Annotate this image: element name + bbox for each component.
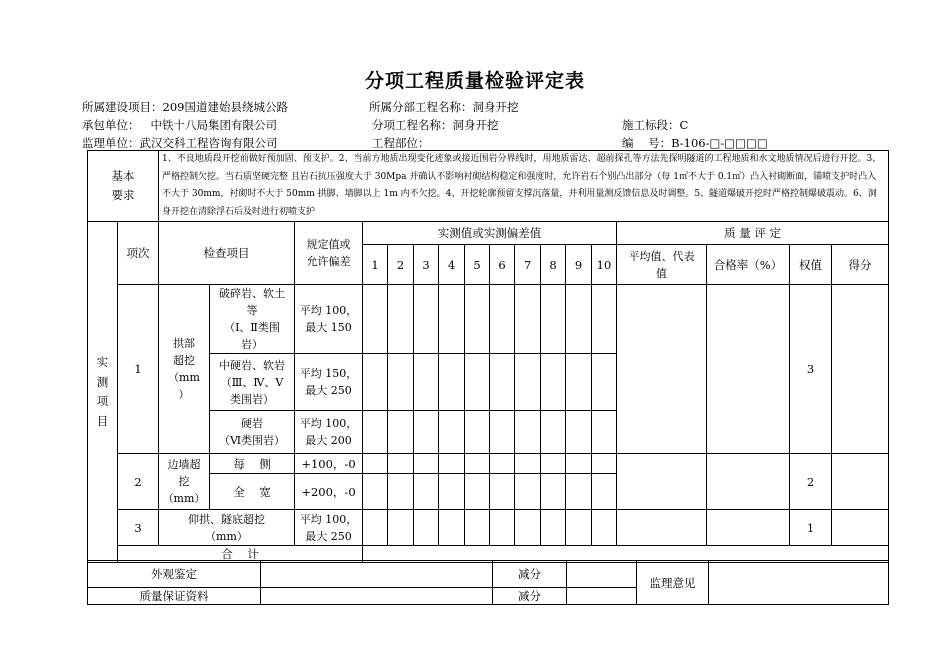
appearance-value-cell[interactable] xyxy=(261,561,493,588)
row1b-subitem: 中硬岩、软岩 （Ⅲ、Ⅳ、Ⅴ 类围岩） xyxy=(210,354,295,411)
basic-requirements-text: 1、不良地质段开挖前做好预加固、预支护。2、当前方地质出现变化迹象或接近围岩分界线时，用地质雷达、超前探孔等方法先探明隧道的工程地质和水文地质情况后进行开挖。3、严格控制欠挖。当石质坚硬完整 且岩石抗压强度大于 30Mpa 并确认不影响衬砌结构稳定和强度时，允许岩石个别凸出部分（每 1㎡不大于 0.1㎡）凸入衬砌断面，锚喷支护时凸入不大于 30mm，衬砌时不大于 50mm 拱脚、墙脚以上 1m 内不欠挖。4、开挖轮廓预留支撑沉落量，并利用量测反馈信息及时调整。5、隧道爆破开挖时严格控制爆破震动。6、洞身开挖在清除浮石后及时进行初喷支护 xyxy=(159,151,889,222)
header-section: 施工标段：C xyxy=(622,118,689,132)
measure-cell[interactable] xyxy=(363,411,388,454)
measure-cell[interactable] xyxy=(439,454,465,474)
footer-table xyxy=(87,560,889,605)
col-quality-assessment: 质 量 评 定 xyxy=(617,222,889,245)
measure-cell[interactable] xyxy=(388,510,414,546)
measure-cell[interactable] xyxy=(515,354,541,411)
measure-cell[interactable] xyxy=(592,454,617,474)
row3-pass-rate-cell[interactable] xyxy=(707,510,790,546)
measure-cell[interactable] xyxy=(363,474,388,510)
measure-cell[interactable] xyxy=(592,285,617,354)
row2b-spec: +200，-0 xyxy=(295,474,363,510)
measure-cell[interactable] xyxy=(592,474,617,510)
measure-cell[interactable] xyxy=(566,510,592,546)
col-measured-values: 实测值或实测偏差值 xyxy=(363,222,617,245)
row2-item-name: 边墙超 挖 （mm） xyxy=(159,454,210,510)
measure-cell[interactable] xyxy=(490,474,515,510)
col-measure-4: 4 xyxy=(439,245,465,285)
measure-cell[interactable] xyxy=(515,454,541,474)
deduct-label-1: 减分 xyxy=(493,561,567,588)
measure-cell[interactable] xyxy=(363,354,388,411)
measure-cell[interactable] xyxy=(414,454,439,474)
row1c-spec: 平均 100， 最大 200 xyxy=(295,411,363,454)
measure-cell[interactable] xyxy=(541,510,566,546)
measure-cell[interactable] xyxy=(465,411,490,454)
col-weight: 权值 xyxy=(790,245,832,285)
row2-weight: 2 xyxy=(790,454,832,510)
quality-docs-value-cell[interactable] xyxy=(261,588,493,605)
measure-cell[interactable] xyxy=(490,454,515,474)
header-supervisor: 监理单位：武汉交科工程咨询有限公司 xyxy=(82,136,278,150)
measure-cell[interactable] xyxy=(363,285,388,354)
row1a-spec: 平均 100， 最大 150 xyxy=(295,285,363,354)
col-item-no: 项次 xyxy=(118,222,159,285)
col-check-item: 检查项目 xyxy=(159,222,295,285)
row3-weight: 1 xyxy=(790,510,832,546)
measure-cell[interactable] xyxy=(388,411,414,454)
measured-items-side-label: 实 测 项 目 xyxy=(88,222,118,563)
row1b-spec: 平均 150， 最大 250 xyxy=(295,354,363,411)
measure-cell[interactable] xyxy=(490,510,515,546)
measure-cell[interactable] xyxy=(465,454,490,474)
row1a-subitem: 破碎岩、软土 等 （Ⅰ、Ⅱ类围 岩） xyxy=(210,285,295,354)
measure-cell[interactable] xyxy=(465,354,490,411)
row2a-subitem: 每 侧 xyxy=(210,454,295,474)
col-measure-10: 10 xyxy=(592,245,617,285)
col-pass-rate: 合格率（%） xyxy=(707,245,790,285)
measure-cell[interactable] xyxy=(515,474,541,510)
measure-cell[interactable] xyxy=(388,285,414,354)
measure-cell[interactable] xyxy=(465,474,490,510)
supervisor-opinion-cell[interactable] xyxy=(709,561,889,605)
measure-cell[interactable] xyxy=(439,285,465,354)
row1-average-cell[interactable] xyxy=(617,285,707,454)
measure-cell[interactable] xyxy=(515,510,541,546)
col-spec: 规定值或 允许偏差 xyxy=(295,222,363,285)
deduct-value-1-cell[interactable] xyxy=(567,561,637,588)
measure-cell[interactable] xyxy=(566,354,592,411)
appearance-label: 外观鉴定 xyxy=(88,561,261,588)
measure-cell[interactable] xyxy=(414,474,439,510)
row2-item-no: 2 xyxy=(118,454,159,510)
deduct-value-2-cell[interactable] xyxy=(567,588,637,605)
row2a-spec: +100，-0 xyxy=(295,454,363,474)
measure-cell[interactable] xyxy=(566,474,592,510)
measure-cell[interactable] xyxy=(566,411,592,454)
measure-cell[interactable] xyxy=(388,354,414,411)
measure-cell[interactable] xyxy=(490,354,515,411)
row3-spec: 平均 100， 最大 250 xyxy=(295,510,363,546)
row3-item-name: 仰拱、隧底超挖 （mm） xyxy=(159,510,295,546)
measure-cell[interactable] xyxy=(439,510,465,546)
row2-average-cell[interactable] xyxy=(617,454,707,510)
measure-cell[interactable] xyxy=(465,285,490,354)
basic-requirements-label: 基本 要求 xyxy=(88,151,159,222)
row2b-subitem: 全 宽 xyxy=(210,474,295,510)
row3-average-cell[interactable] xyxy=(617,510,707,546)
row1-item-name: 拱部 超挖 （mm ） xyxy=(159,285,210,454)
measure-cell[interactable] xyxy=(363,454,388,474)
header-subitem: 分项工程名称：洞身开挖 xyxy=(372,118,499,132)
header-number: 编 号：B-106-□-□□□□ xyxy=(622,136,768,150)
col-measure-6: 6 xyxy=(490,245,515,285)
measure-cell[interactable] xyxy=(541,454,566,474)
header-location: 工程部位： xyxy=(372,136,430,150)
measure-cell[interactable] xyxy=(592,510,617,546)
measure-cell[interactable] xyxy=(541,411,566,454)
measure-cell[interactable] xyxy=(439,411,465,454)
measure-cell[interactable] xyxy=(541,474,566,510)
col-measure-9: 9 xyxy=(566,245,592,285)
col-measure-7: 7 xyxy=(515,245,541,285)
header-project: 所属建设项目：209国道建始县绕城公路 xyxy=(82,100,288,114)
measure-cell[interactable] xyxy=(388,474,414,510)
measure-cell[interactable] xyxy=(566,454,592,474)
supervisor-opinion-label: 监理意见 xyxy=(637,561,709,605)
measure-cell[interactable] xyxy=(439,474,465,510)
row1-item-no: 1 xyxy=(118,285,159,454)
measure-cell[interactable] xyxy=(465,510,490,546)
row2-pass-rate-cell[interactable] xyxy=(707,454,790,510)
col-measure-8: 8 xyxy=(541,245,566,285)
col-measure-1: 1 xyxy=(363,245,388,285)
row1-weight: 3 xyxy=(790,285,832,454)
measure-cell[interactable] xyxy=(490,285,515,354)
measure-cell[interactable] xyxy=(566,285,592,354)
header-contractor: 承包单位： 中铁十八局集团有限公司 xyxy=(82,118,277,132)
row3-item-no: 3 xyxy=(118,510,159,546)
col-measure-5: 5 xyxy=(465,245,490,285)
row3-score-cell[interactable] xyxy=(832,510,889,546)
row1-pass-rate-cell[interactable] xyxy=(707,285,790,454)
measure-cell[interactable] xyxy=(541,285,566,354)
inspection-table xyxy=(87,150,889,563)
col-measure-3: 3 xyxy=(414,245,439,285)
measure-cell[interactable] xyxy=(414,354,439,411)
measure-cell[interactable] xyxy=(414,411,439,454)
measure-cell[interactable] xyxy=(592,411,617,454)
measure-cell[interactable] xyxy=(490,411,515,454)
row2-score-cell[interactable] xyxy=(832,454,889,510)
total-label: 合 计 xyxy=(118,546,363,563)
measure-cell[interactable] xyxy=(439,354,465,411)
row1-score-cell[interactable] xyxy=(832,285,889,454)
measure-cell[interactable] xyxy=(515,285,541,354)
measure-cell[interactable] xyxy=(541,354,566,411)
measure-cell[interactable] xyxy=(515,411,541,454)
row1c-subitem: 硬岩 （Ⅵ类围岩） xyxy=(210,411,295,454)
col-average: 平均值、代表 值 xyxy=(617,245,707,285)
measure-cell[interactable] xyxy=(414,285,439,354)
page-title: 分项工程质量检验评定表 xyxy=(364,70,585,92)
measure-cell[interactable] xyxy=(414,510,439,546)
measure-cell[interactable] xyxy=(388,454,414,474)
header-division: 所属分部工程名称：洞身开挖 xyxy=(369,100,519,114)
col-measure-2: 2 xyxy=(388,245,414,285)
measure-cell[interactable] xyxy=(592,354,617,411)
measure-cell[interactable] xyxy=(363,510,388,546)
deduct-label-2: 减分 xyxy=(493,588,567,605)
quality-docs-label: 质量保证资料 xyxy=(88,588,261,605)
col-score: 得分 xyxy=(832,245,889,285)
